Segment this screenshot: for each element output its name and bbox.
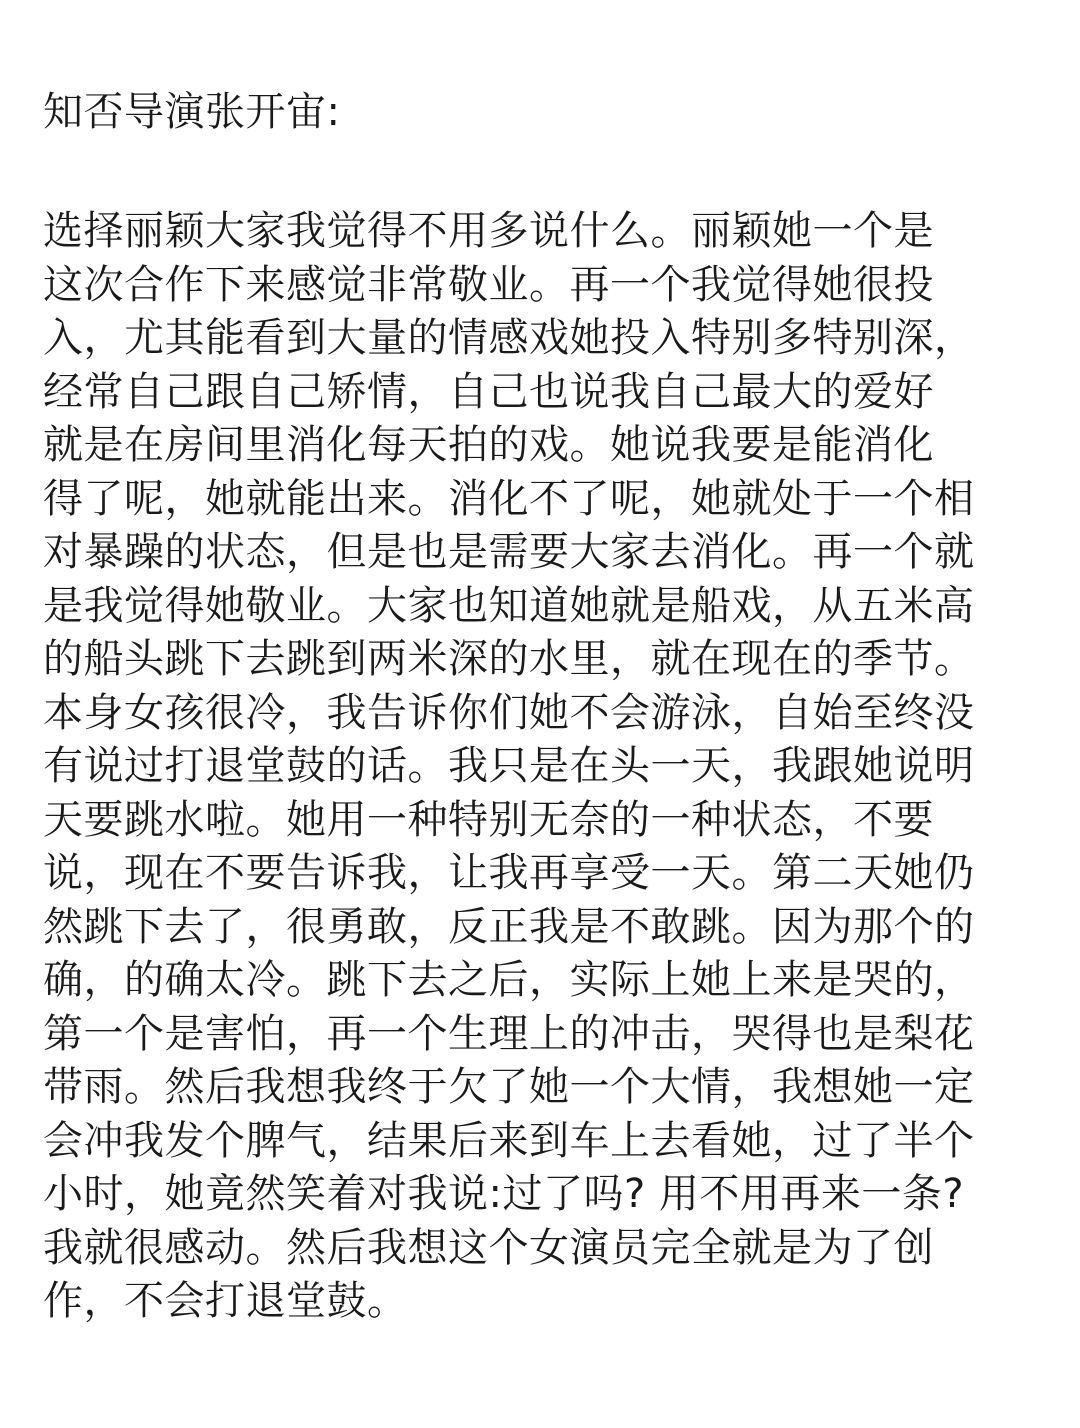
body-paragraph xyxy=(43,205,1043,1329)
paragraph-line: 作，不会打退堂鼓。 xyxy=(43,1278,408,1324)
paragraph-line: 然跳下去了，很勇敢，反正我是不敢跳。因为那个的 xyxy=(43,903,975,950)
paragraph-line: 确，的确太冷。跳下去之后，实际上她上来是哭的， xyxy=(43,957,975,1003)
paragraph-line: 得了呢，她就能出来。消化不了呢，她就处于一个相 xyxy=(43,475,975,522)
paragraph-line: 选择丽颖大家我觉得不用多说什么。丽颖她一个是 xyxy=(43,208,934,254)
paragraph-line: 对暴躁的状态，但是也是需要大家去消化。再一个就 xyxy=(43,529,975,575)
paragraph-line: 本身女孩很冷，我告诉你们她不会游泳，自始至终没 xyxy=(43,689,975,736)
paragraph-line: 第一个是害怕，再一个生理上的冲击，哭得也是梨花 xyxy=(43,1010,975,1057)
paragraph-line: 说，现在不要告诉我，让我再享受一天。第二天她仍 xyxy=(43,850,975,896)
paragraph-line: 有说过打退堂鼓的话。我只是在头一天，我跟她说明 xyxy=(43,743,975,789)
paragraph-line: 经常自己跟自己矫情，自己也说我自己最大的爱好 xyxy=(43,368,934,415)
paragraph-line: 我就很感动。然后我想这个女演员完全就是为了创 xyxy=(43,1224,934,1271)
paragraph-line: 会冲我发个脾气，结果后来到车上去看她，过了半个 xyxy=(43,1117,975,1164)
paragraph-line: 就是在房间里消化每天拍的戏。她说我要是能消化 xyxy=(43,422,934,468)
paragraph-line: 是我觉得她敬业。大家也知道她就是船戏，从五米高 xyxy=(43,582,975,629)
paragraph-line: 天要跳水啦。她用一种特别无奈的一种状态，不要 xyxy=(43,796,934,843)
paragraph-line: 的船头跳下去跳到两米深的水里，就在现在的季节。 xyxy=(43,636,975,682)
paragraph-line: 带雨。然后我想我终于欠了她一个大情，我想她一定 xyxy=(43,1064,975,1110)
heading-text: 知否导演张开宙: xyxy=(43,89,341,135)
paragraph-line: 小时，她竟然笑着对我说:过了吗? 用不用再来一条? xyxy=(43,1171,965,1217)
paragraph-line: 这次合作下来感觉非常敬业。再一个我觉得她很投 xyxy=(43,261,934,308)
paragraph-line: 入，尤其能看到大量的情感戏她投入特别多特别深， xyxy=(43,315,975,361)
